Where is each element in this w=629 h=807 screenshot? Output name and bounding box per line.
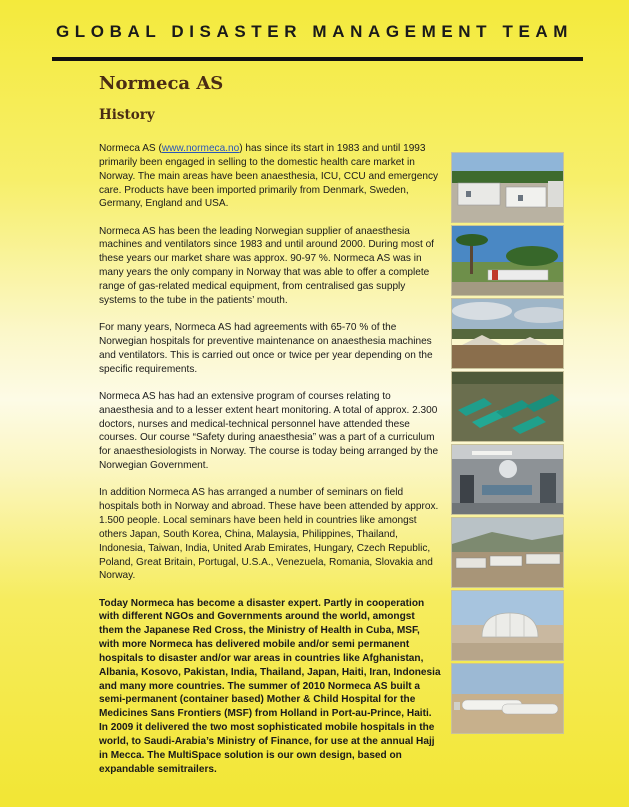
trailer-row-photo xyxy=(451,517,564,588)
section-heading-history: History xyxy=(99,107,155,123)
paragraph-intro xyxy=(99,142,441,211)
aerial-tents-photo xyxy=(451,371,564,442)
paragraph-maintenance: For many years, Normeca AS had agreements with 65-70 % of the Norwegian hospitals for preventive maintenance on anaesthesia machines and ventilators. This is carried out once or twice per year depending on the specific requirements. xyxy=(99,322,433,375)
paragraph-anaesthesia-supplier: Normeca AS has been the leading Norwegian supplier of anaesthesia machines and ventilators since 1983 and until around 2000. During most of these years our market share was approx. 90-97 %. Normeca AS was in many years the only company in Norway that was able to offer a complete range of gas-related medical equipment, from centralised gas supply systems to the tube in the patients’ mouth. xyxy=(99,225,434,306)
normeca-website-link[interactable]: www.normeca.no xyxy=(161,143,240,154)
desert-tents-photo xyxy=(451,663,564,734)
document-title: Normeca AS xyxy=(99,73,224,94)
paragraph-intro-rest: ) has since its start in 1983 and until 1993 primarily been engaged in selling to the domestic health care market in Norway. The main areas have been anaesthesia, ICU, CCU and emergency care. Products have been imported primarily from Denmark, Sweden, Germany, England and USA. xyxy=(99,143,439,210)
palm-tree-camp-photo xyxy=(451,225,564,296)
paragraph-seminars: In addition Normeca AS has arranged a number of seminars on field hospitals both in Norway and abroad. These have been attended by approx. 1.500 people. Local seminars have been held in countries like amongst others Japan, South Korea, China, Malaysia, Philippines, Thailand, Indonesia, Taiwan, India, United Arab Emirates, Hungary, Czech Republic, Poland, Great Britain, Portugal, U.S.A., Venezuela, Romania, Slovakia and Norway. xyxy=(99,487,439,582)
tent-field-photo xyxy=(451,298,564,369)
history-text-column xyxy=(99,142,441,790)
paragraph-courses: Normeca AS has had an extensive program of courses relating to anaesthesia and to a lesser extent heart monitoring. A total of approx. 2.300 doctors, nurses and medical-technical personnel have attended these courses. Our course “Safety during anaesthesia” was a part of a curriculum for anaesthesiologists in Norway. The course is today being arranged by the Norwegian Government. xyxy=(99,390,439,472)
page-header-title: GLOBAL DISASTER MANAGEMENT TEAM xyxy=(55,22,574,41)
container-hospital-photo xyxy=(451,152,564,223)
inflatable-tent-photo xyxy=(451,590,564,661)
photo-strip xyxy=(451,152,564,736)
paragraph-intro-start: Normeca AS ( xyxy=(99,143,162,154)
paragraph-disaster-expert: Today Normeca has become a disaster expert. Partly in cooperation with different NGOs and Governments around the world, amongst them the Japanese Red Cross, the Ministry of Health in Cuba, MSF, with more Normeca has delivered mobile and/or semi permanent hospitals to disaster and/or war areas in countries like Afghanistan, Albania, Kosovo, Pakistan, India, Thailand, Japan, Haiti, Iran, Indonesia and many more countries. The summer of 2010 Normeca AS built a semi-permanent (container based) Mother & Child Hospital for the Medicines Sans Frontiers (MSF) from Holland in Port-au-Prince, Haiti. In 2009 it delivered the two most sophisticated mobile hospitals in the world, to Saudi-Arabia’s Ministry of Finance, for use at the annual Hajj in Mecca. The MultiSpace solution is our own design, based on expandable semitrailers. xyxy=(99,597,441,775)
header-divider xyxy=(52,57,583,61)
operating-room-photo xyxy=(451,444,564,515)
